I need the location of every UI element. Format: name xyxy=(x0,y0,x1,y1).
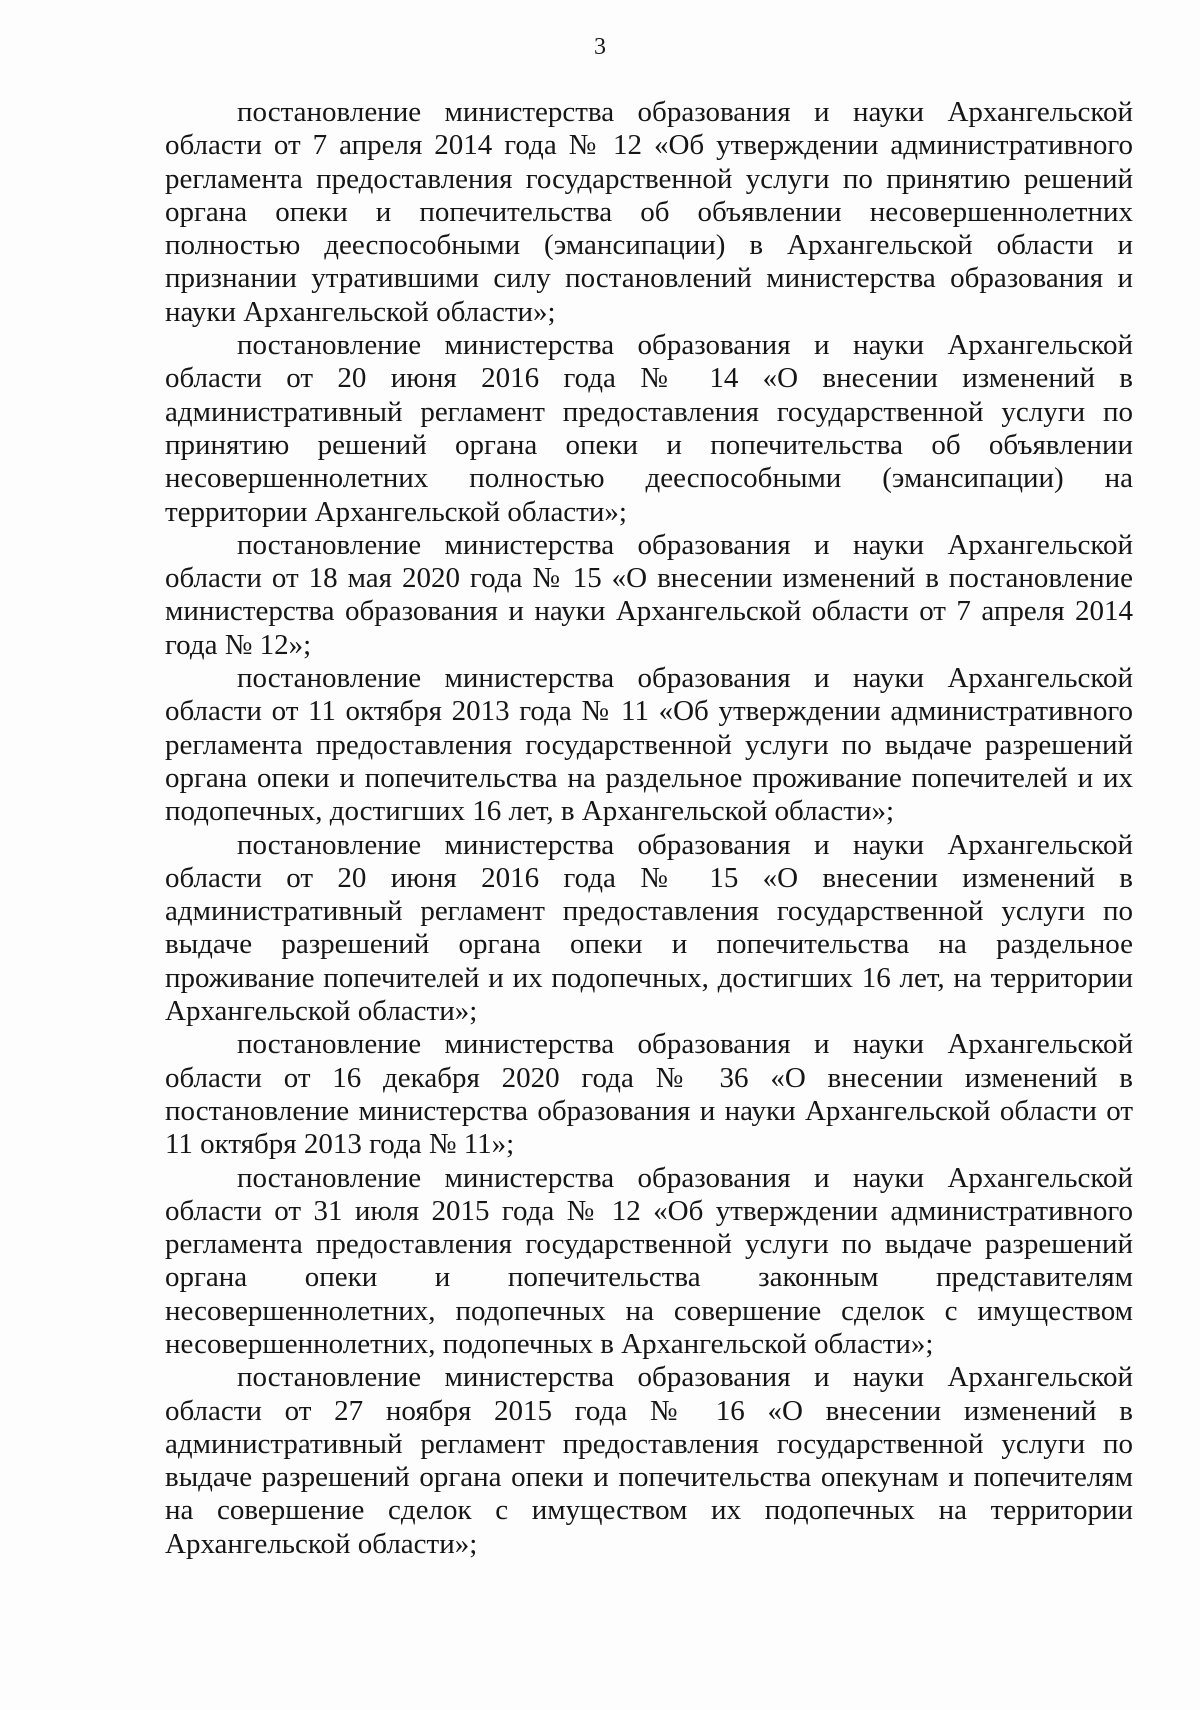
decree-paragraph-3: постановление министерства образования и науки Архангельской области от 18 мая 2020 года № 15 «О внесении изменений в постановление министерства образования и науки Архангельской области от 7 апреля 2014 года № 12»; xyxy=(165,528,1133,661)
decree-paragraph-4: постановление министерства образования и науки Архангельской области от 11 октября 2013 года № 11 «Об утверждении административного регламента предоставления государственной услуги по выдаче разрешений органа опеки и попечительства на раздельное проживание попечителей и их подопечных, достигших 16 лет, в Архангельской области»; xyxy=(165,662,1133,828)
page-number: 3 xyxy=(594,34,606,60)
decree-paragraph-8: постановление министерства образования и науки Архангельской области от 27 ноября 2015 года № 16 «О внесении изменений в административный регламент предоставления государственной услуги по выдаче разрешений органа опеки и попечительства опекунам и попечителям на совершение сделок с имуществом их подопечных на территории Архангельской области»; xyxy=(165,1361,1133,1560)
decree-paragraph-6: постановление министерства образования и науки Архангельской области от 16 декабря 2020 года № 36 «О внесении изменений в постановление министерства образования и науки Архангельской области от 11 октября 2013 года № 11»; xyxy=(165,1028,1133,1161)
decree-paragraph-1: постановление министерства образования и науки Архангельской области от 7 апреля 2014 года № 12 «Об утверждении административного регламента предоставления государственной услуги по принятию решений органа опеки и попечительства об объявлении несовершеннолетних полностью дееспособными (эмансипации) в Архангельской области и признании утратившими силу постановлений министерства образования и науки Архангельской области»; xyxy=(165,96,1133,328)
document-body xyxy=(165,96,1133,1561)
decree-paragraph-7: постановление министерства образования и науки Архангельской области от 31 июля 2015 года № 12 «Об утверждении административного регламента предоставления государственной услуги по выдаче разрешений органа опеки и попечительства законным представителям несовершеннолетних, подопечных на совершение сделок с имуществом несовершеннолетних, подопечных в Архангельской области»; xyxy=(165,1161,1133,1360)
decree-paragraph-5: постановление министерства образования и науки Архангельской области от 20 июня 2016 года № 15 «О внесении изменений в административный регламент предоставления государственной услуги по выдаче разрешений органа опеки и попечительства на раздельное проживание попечителей и их подопечных, достигших 16 лет, на территории Архангельской области»; xyxy=(165,828,1133,1028)
decree-paragraph-2: постановление министерства образования и науки Архангельской области от 20 июня 2016 года № 14 «О внесении изменений в административный регламент предоставления государственной услуги по принятию решений органа опеки и попечительства об объявлении несовершеннолетних полностью дееспособными (эмансипации) на территории Архангельской области»; xyxy=(165,329,1133,528)
